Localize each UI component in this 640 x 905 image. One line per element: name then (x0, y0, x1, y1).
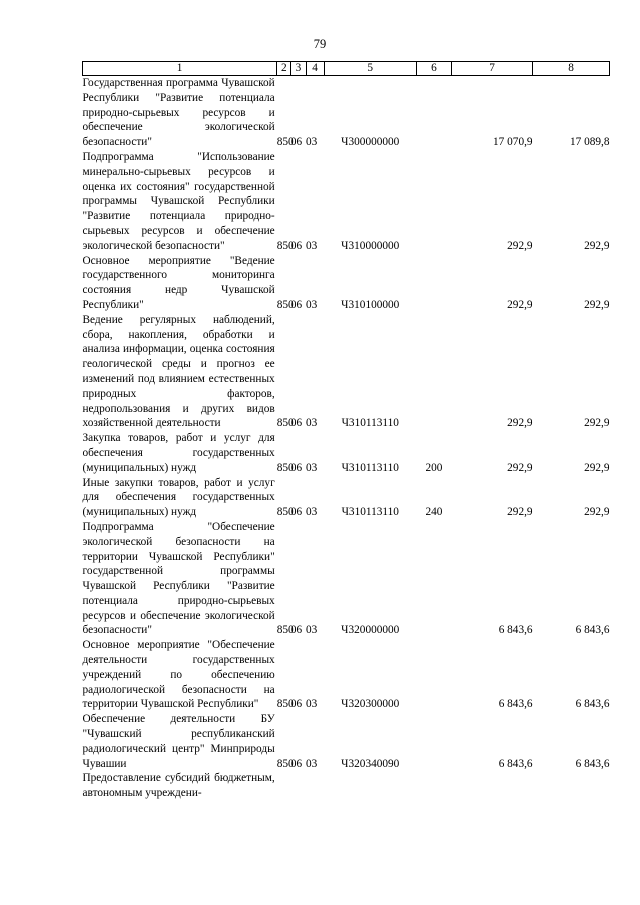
row-expense-type (416, 520, 451, 638)
row-target-article: Ч310113110 (341, 461, 399, 474)
row-amount-year2: 292,9 (584, 461, 610, 474)
table-row (83, 313, 610, 431)
row-amount-year2: 292,9 (584, 417, 610, 430)
header-col-5: 5 (324, 62, 416, 76)
row-name: Обеспечение деятельности БУ "Чувашский республиканский радиологический центр" Минприроды Чувашии (82, 713, 275, 770)
row-grbs: 850 (276, 461, 294, 474)
table-row (83, 476, 610, 520)
row-target-article: Ч310113110 (341, 417, 399, 430)
row-amount-year1: 292,9 (507, 417, 533, 430)
row-amount-year1: 6 843,6 (498, 624, 533, 637)
table-row (83, 150, 610, 254)
header-col-2: 2 (277, 62, 291, 76)
row-target-article: Ч320000000 (341, 624, 400, 637)
row-name: Предоставление субсидий бюджетным, автономным учреждени- (82, 772, 275, 800)
row-grbs: 850 (276, 239, 294, 252)
budget-table (82, 61, 610, 801)
row-target-article: Ч300000000 (341, 136, 400, 149)
row-name: Основное мероприятие "Ведение государственного мониторинга состояния недр Чувашской Республики" (82, 254, 275, 311)
row-amount-year2 (533, 771, 610, 801)
page-number: 79 (313, 37, 327, 51)
row-grbs (277, 771, 291, 801)
row-section: 06 (290, 698, 303, 711)
row-expense-type (416, 638, 451, 712)
table-row (83, 712, 610, 771)
row-section: 06 (290, 506, 303, 519)
row-expense-type (416, 313, 451, 431)
row-subsection: 03 (306, 136, 318, 149)
row-subsection: 03 (306, 506, 318, 519)
row-amount-year2: 17 089,8 (569, 136, 610, 149)
row-amount-year1: 292,9 (507, 239, 533, 252)
table-row (83, 76, 610, 150)
row-expense-type (416, 254, 451, 313)
row-amount-year1: 6 843,6 (498, 757, 533, 770)
row-grbs: 850 (276, 136, 294, 149)
row-expense-type (416, 76, 451, 150)
row-subsection: 03 (306, 624, 318, 637)
row-name: Подпрограмма "Использование минерально-сырьевых ресурсов и оценка их состояния" государственной программы Чувашской Республики "Развитие потенциала природно-сырьевых ресурсов и обеспечение экологической безопасности" (82, 150, 275, 252)
row-grbs: 850 (276, 506, 294, 519)
header-col-1: 1 (83, 62, 277, 76)
row-section: 06 (290, 239, 303, 252)
row-subsection: 03 (306, 698, 318, 711)
row-expense-type (416, 771, 451, 801)
row-amount-year1: 292,9 (507, 506, 533, 519)
row-target-article (324, 771, 416, 801)
row-name: Государственная программа Чувашской Республики "Развитие потенциала природно-сырьевых ресурсов и обеспечение экологической безопасности" (82, 77, 275, 149)
row-name: Иные закупки товаров, работ и услуг для обеспечения государственных (муниципальных) нужд (82, 476, 275, 519)
header-col-8: 8 (533, 62, 610, 76)
row-name: Подпрограмма "Обеспечение экологической безопасности на территории Чувашской Республики" государственной программы Чувашской Республики "Развитие потенциала природно-сырьевых ресурсов и обеспечение экологической безопасности" (82, 520, 275, 637)
row-subsection (306, 771, 324, 801)
row-section: 06 (290, 757, 303, 770)
row-subsection: 03 (306, 461, 318, 474)
row-expense-type: 240 (425, 506, 443, 519)
row-target-article: Ч310113110 (341, 506, 399, 519)
header-col-4: 4 (306, 62, 324, 76)
row-grbs: 850 (276, 298, 294, 311)
row-section: 06 (290, 136, 303, 149)
table-row (83, 254, 610, 313)
row-target-article: Ч310100000 (341, 298, 400, 311)
table-row (83, 771, 610, 801)
row-grbs: 850 (276, 698, 294, 711)
row-grbs: 850 (276, 757, 294, 770)
row-name: Закупка товаров, работ и услуг для обеспечения государственных (муниципальных) нужд (82, 432, 275, 474)
row-subsection: 03 (306, 757, 318, 770)
row-amount-year1: 292,9 (507, 298, 533, 311)
row-expense-type (416, 712, 451, 771)
row-expense-type (416, 150, 451, 254)
header-col-6: 6 (416, 62, 451, 76)
row-amount-year2: 292,9 (584, 298, 610, 311)
table-header-row (83, 62, 610, 76)
table-row (83, 520, 610, 638)
row-section: 06 (290, 624, 303, 637)
header-col-3: 3 (291, 62, 306, 76)
row-section: 06 (290, 417, 303, 430)
header-col-7: 7 (452, 62, 533, 76)
row-section: 06 (290, 298, 303, 311)
row-section (291, 771, 306, 801)
row-amount-year2: 292,9 (584, 506, 610, 519)
row-expense-type: 200 (425, 461, 443, 474)
row-name: Ведение регулярных наблюдений, сбора, накопления, обработки и анализа информации, оценка состояния геологической среды и прогноз ее изменений под влиянием естественных природных факторов, недропользования и других видов хозяйственной деятельности (82, 313, 275, 430)
row-section: 06 (290, 461, 303, 474)
row-target-article: Ч320300000 (341, 698, 400, 711)
row-amount-year2: 292,9 (584, 239, 610, 252)
row-amount-year2: 6 843,6 (575, 757, 610, 770)
row-name: Основное мероприятие "Обеспечение деятельности государственных учреждений по обеспечению радиологической безопасности на территории Чувашской Республики" (82, 639, 275, 711)
row-amount-year1: 6 843,6 (498, 698, 533, 711)
row-amount-year2: 6 843,6 (575, 698, 610, 711)
row-amount-year1: 17 070,9 (493, 136, 533, 149)
row-subsection: 03 (306, 417, 318, 430)
row-amount-year2: 6 843,6 (575, 624, 610, 637)
row-amount-year1 (452, 771, 533, 801)
row-grbs: 850 (276, 624, 294, 637)
row-subsection: 03 (306, 298, 318, 311)
row-target-article: Ч320340090 (341, 757, 400, 770)
table-row (83, 638, 610, 712)
row-target-article: Ч310000000 (341, 239, 400, 252)
row-amount-year1: 292,9 (507, 461, 533, 474)
row-grbs: 850 (276, 417, 294, 430)
row-subsection: 03 (306, 239, 318, 252)
table-row (83, 431, 610, 475)
